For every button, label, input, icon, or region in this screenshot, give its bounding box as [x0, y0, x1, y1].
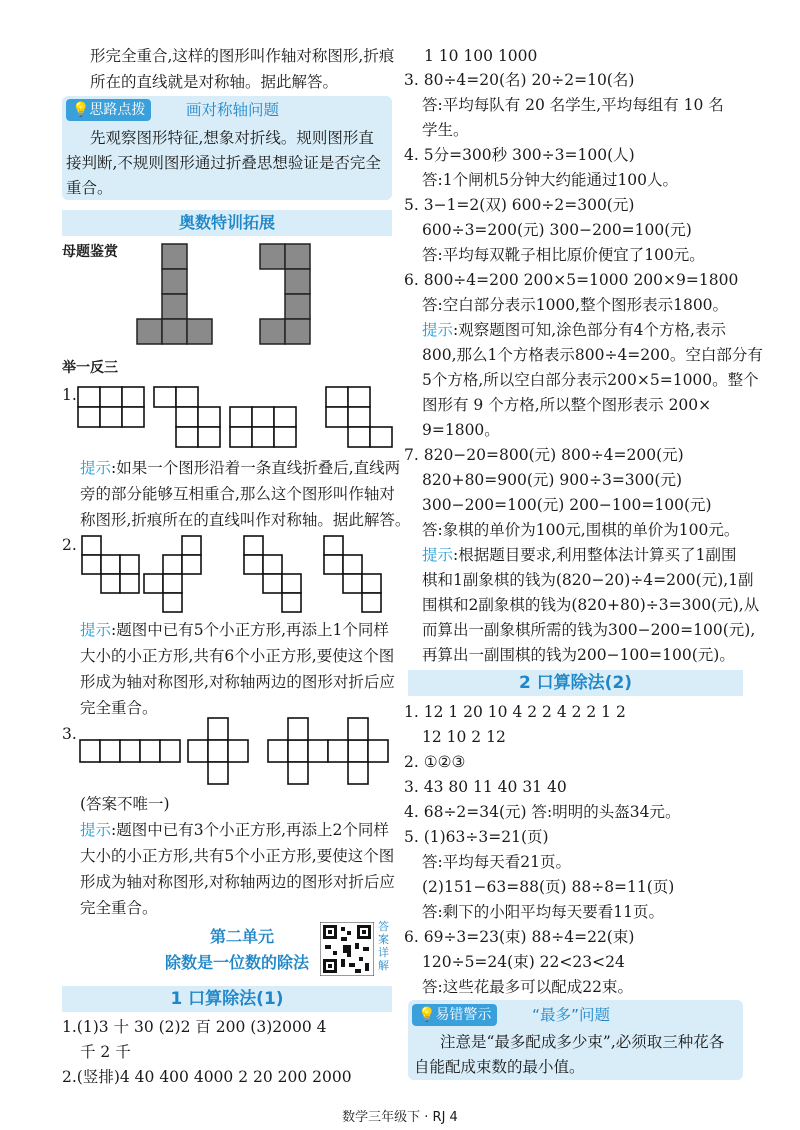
answer-line: 1.(1)3 十 30 (2)2 百 200 (3)2000 4 [62, 1018, 327, 1036]
answer-line: 答:平均每双靴子相比原价便宜了100元。 [422, 246, 705, 264]
intro-text: 所在的直线就是对称轴。据此解答。 [90, 73, 339, 91]
answer-line: 2.(竖排)4 40 400 4000 2 20 200 2000 [62, 1068, 352, 1086]
hint-text: 9=1800。 [422, 421, 500, 439]
intro-text: 形完全重合,这样的图形叫作轴对称图形,折痕 [90, 47, 395, 65]
q1-figure-1 [78, 387, 144, 427]
answer-line: 3. 43 80 11 40 31 40 [404, 778, 567, 796]
answer-line: 3. 80÷4=20(名) 20÷2=10(名) [404, 71, 635, 89]
mother-label: 母题鉴赏 [62, 244, 118, 260]
hint-text: 形成为轴对称图形,对称轴两边的图形对折后应 [80, 673, 395, 691]
answer-note: (答案不唯一) [80, 795, 170, 813]
warning-text: 注意是“最多配成多少束”,必须取三种花各 [440, 1033, 725, 1051]
hint-text: 大小的小正方形,共有5个小正方形,要使这个图 [80, 847, 395, 865]
q1-figures [76, 384, 394, 448]
warning-tag: 💡易错警示 [412, 1004, 497, 1026]
hint-text: 图形有 9 个方格,所以整个图形表示 200× [422, 396, 712, 414]
q1-figure-2 [154, 387, 220, 447]
answer-line: 答:平均每队有 20 名学生,平均每组有 10 名 [422, 96, 724, 114]
hint-text: 棋和1副象棋的钱为(820−20)÷4=200(元),1副 [422, 571, 754, 589]
hint-text: 5个方格,所以空白部分表示200×5=1000。整个 [422, 371, 759, 389]
unit-subtitle: 除数是一位数的除法 [164, 953, 309, 972]
q1-figure-4 [326, 387, 392, 447]
tip-title: 画对称轴问题 [186, 101, 280, 119]
q2-figure-2 [144, 536, 201, 612]
hint-text: 形成为轴对称图形,对称轴两边的图形对折后应 [80, 873, 395, 891]
hint-text: 而算出一副象棋所需的钱为300−200=100(元), [422, 621, 756, 639]
unit-title: 第二单元 [209, 927, 274, 946]
warning-title: “最多”问题 [532, 1006, 611, 1024]
hint: 提示:如果一个图形沿着一条直线折叠后,直线两 [80, 459, 401, 477]
answer-line: 820+80=900(元) 900÷3=300(元) [422, 471, 682, 489]
tip-text: 重合。 [66, 179, 113, 197]
hint-text: 完全重合。 [80, 899, 158, 917]
answer-line: 4. 5分=300秒 300÷3=100(人) [404, 146, 635, 164]
answer-line: 学生。 [422, 121, 469, 139]
figure-left [137, 244, 212, 344]
answer-line: 12 10 2 12 [422, 728, 506, 746]
q2-figure-1 [82, 536, 139, 593]
olympiad-banner-title: 奥数特训拓展 [178, 213, 275, 232]
question-number: 3. [62, 725, 77, 743]
q1-figure-3 [230, 407, 296, 447]
hint-text: 再算出一副围棋的钱为200−100=100(元)。 [422, 646, 735, 664]
hint-text: 800,那么1个方格表示800÷4=200。空白部分有 [422, 346, 763, 364]
q3-figure-4 [328, 718, 388, 784]
q2-figure-3 [244, 536, 301, 612]
answer-line: 1. 12 1 20 10 4 2 2 4 2 2 1 2 [404, 703, 626, 721]
q3-figure-2 [188, 718, 248, 784]
answer-line: 答:剩下的小阳平均每天要看11页。 [422, 903, 664, 921]
hint-text: 大小的小正方形,共有6个小正方形,要使这个图 [80, 647, 395, 665]
answer-line: 5. 3−1=2(双) 600÷2=300(元) [404, 196, 635, 214]
answer-line: 答:空白部分表示1000,整个图形表示1800。 [422, 296, 729, 314]
page-footer: 数学三年级下 · RJ 4 [342, 1110, 458, 1125]
answer-line: 5. (1)63÷3=21(页) [404, 828, 549, 846]
section-title: 1 口算除法(1) [170, 989, 284, 1009]
answer-line: 7. 820−20=800(元) 800÷4=200(元) [404, 446, 684, 464]
hint-text: 围棋和2副象棋的钱为(820+80)÷3=300(元),从 [422, 596, 760, 614]
answer-line: 6. 800÷4=200 200×5=1000 200×9=1800 [404, 271, 739, 289]
answer-line: 600÷3=200(元) 300−200=100(元) [422, 221, 692, 239]
answer-line: 答:象棋的单价为100元,围棋的单价为100元。 [422, 521, 740, 539]
lightbulb-icon: 💡 [418, 1007, 436, 1023]
answer-line: 300−200=100(元) 200−100=100(元) [422, 496, 712, 514]
hint-text: 旁的部分能够互相重合,那么这个图形叫作轴对 [80, 485, 395, 503]
qr-caption: 答案详解 [378, 920, 389, 972]
hint-text: 称图形,折痕所在的直线叫作对称轴。据此解答。 [80, 511, 411, 529]
answer-line: 1 10 100 1000 [424, 47, 538, 65]
figure-right [260, 244, 310, 344]
hint: 提示:题图中已有3个小正方形,再添上2个同样 [80, 821, 389, 839]
answer-line: 6. 69÷3=23(束) 88÷4=22(束) [404, 928, 635, 946]
lightbulb-icon: 💡 [72, 102, 90, 118]
question-number: 2. [62, 536, 77, 554]
tip-text: 接判断,不规则图形通过折叠思想验证是否完全 [66, 154, 381, 172]
practice-label: 举一反三 [62, 360, 118, 376]
q3-figure-1 [80, 740, 180, 762]
answer-line: 4. 68÷2=34(元) 答:明明的头盔34元。 [404, 803, 681, 821]
answer-line: (2)151−63=88(页) 88÷8=11(页) [422, 878, 675, 896]
answer-line: 千 2 千 [80, 1043, 131, 1061]
answer-line: 答:平均每天看21页。 [422, 853, 571, 871]
q3-figure-3 [268, 718, 328, 784]
warning-text: 自能配成束数的最小值。 [414, 1058, 585, 1076]
answer-line: 120÷5=24(束) 22<23<24 [422, 953, 625, 971]
mother-figures [136, 242, 396, 346]
hint-text: 完全重合。 [80, 699, 158, 717]
hint: 提示:观察题图可知,涂色部分有4个方格,表示 [422, 321, 726, 339]
section-title: 2 口算除法(2) [518, 673, 633, 693]
hint: 提示:题图中已有5个小正方形,再添上1个同样 [80, 621, 389, 639]
q2-figures [76, 534, 394, 616]
answer-line: 2. ①②③ [404, 753, 466, 771]
q2-figure-4 [324, 536, 381, 612]
tip-tag: 💡思路点拨 [66, 99, 151, 121]
hint: 提示:根据题目要求,利用整体法计算买了1副围 [422, 546, 737, 564]
answer-line: 答:这些花最多可以配成22束。 [422, 978, 633, 996]
q3-figures [78, 716, 394, 788]
tip-text: 先观察图形特征,想象对折线。规则图形直 [90, 129, 374, 147]
question-number: 1. [62, 386, 77, 404]
qr-code-icon[interactable] [320, 922, 374, 976]
answer-line: 答:1个闸机5分钟大约能通过100人。 [422, 171, 679, 189]
